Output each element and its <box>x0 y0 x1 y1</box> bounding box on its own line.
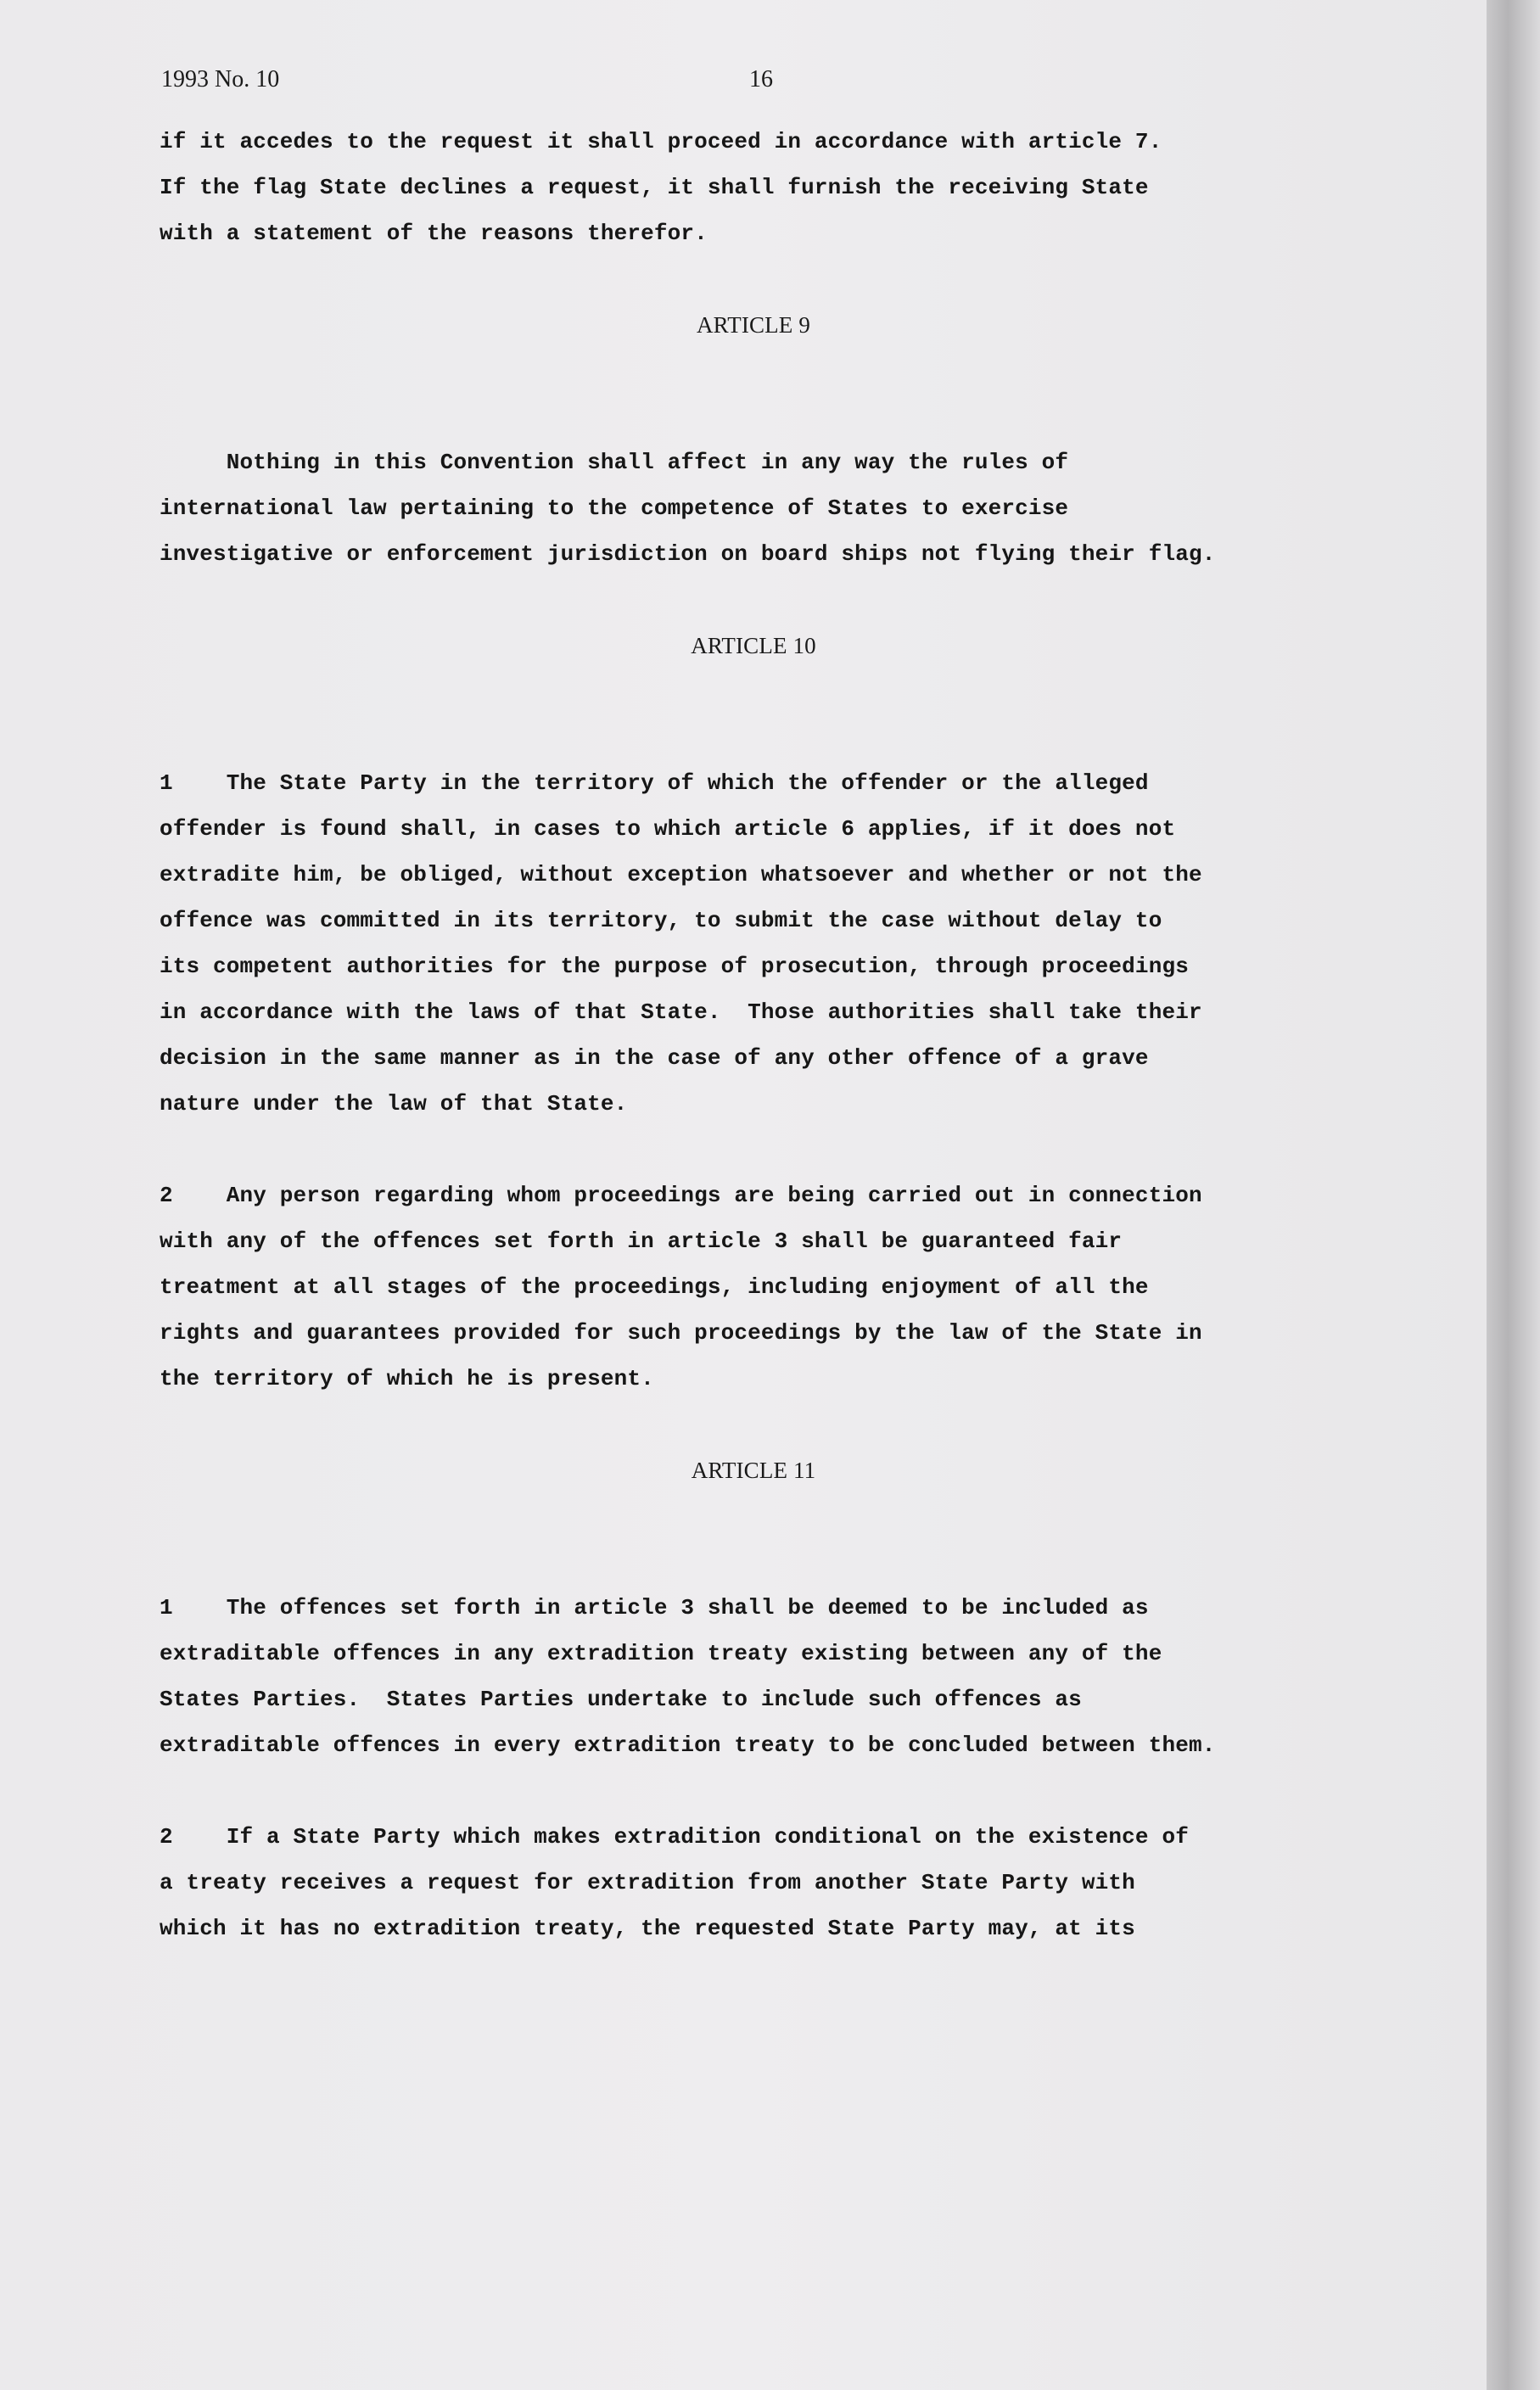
text-line: Nothing in this Convention shall affect in any way the rules of <box>160 450 1069 475</box>
block-spacer <box>160 1539 1347 1585</box>
paragraph <box>160 119 1347 256</box>
text-line: a treaty receives a request for extradition from another State Party with <box>160 1870 1135 1895</box>
text-line: international law pertaining to the competence of States to exercise <box>160 495 1069 521</box>
text-line: with any of the offences set forth in article 3 shall be guaranteed fair <box>160 1229 1123 1254</box>
paragraph <box>160 439 1347 577</box>
text-line: if it accedes to the request it shall proceed in accordance with article 7. <box>160 129 1162 154</box>
text-line: decision in the same manner as in the case of any other offence of a grave <box>160 1045 1149 1071</box>
block-spacer <box>160 1493 1347 1539</box>
text-line: treatment at all stages of the proceedings, including enjoyment of all the <box>160 1274 1149 1300</box>
text-line: offence was committed in its territory, to submit the case without delay to <box>160 908 1162 933</box>
block-spacer <box>160 714 1347 760</box>
block-spacer <box>160 1768 1347 1814</box>
text-line: extraditable offences in every extradition treaty to be concluded between them. <box>160 1732 1216 1758</box>
text-line: If the flag State declines a request, it shall furnish the receiving State <box>160 175 1149 200</box>
block-spacer <box>160 348 1347 394</box>
paragraph <box>160 1173 1347 1402</box>
block-spacer <box>160 669 1347 714</box>
text-line: 1 The State Party in the territory of which the offender or the alleged <box>160 770 1149 796</box>
text-line: with a statement of the reasons therefor. <box>160 221 708 246</box>
block-spacer <box>160 394 1347 439</box>
text-line: 2 Any person regarding whom proceedings are being carried out in connection <box>160 1183 1202 1208</box>
document-body <box>160 119 1347 1951</box>
block-spacer <box>160 256 1347 302</box>
text-line: 2 If a State Party which makes extradition conditional on the existence of <box>160 1824 1189 1850</box>
paragraph <box>160 760 1347 1127</box>
article-heading: ARTICLE 10 <box>691 633 816 658</box>
text-line: States Parties. States Parties undertake to include such offences as <box>160 1687 1082 1712</box>
text-line: offender is found shall, in cases to which article 6 applies, if it does not <box>160 816 1176 842</box>
block-spacer <box>160 1402 1347 1447</box>
block-spacer <box>160 577 1347 623</box>
paragraph <box>160 1814 1347 1951</box>
paragraph <box>160 1585 1347 1768</box>
block-spacer <box>160 1127 1347 1173</box>
text-line: extradite him, be obliged, without exception whatsoever and whether or not the <box>160 862 1202 887</box>
text-line: rights and guarantees provided for such proceedings by the law of the State in <box>160 1320 1202 1346</box>
text-line: its competent authorities for the purpose of prosecution, through proceedings <box>160 954 1189 979</box>
article-heading: ARTICLE 11 <box>691 1458 816 1483</box>
text-line: which it has no extradition treaty, the requested State Party may, at its <box>160 1916 1135 1941</box>
page-number: 16 <box>749 66 773 92</box>
page-binding-edge <box>1487 0 1540 2390</box>
text-line: in accordance with the laws of that State. Those authorities shall take their <box>160 999 1202 1025</box>
text-line: extraditable offences in any extradition treaty existing between any of the <box>160 1641 1162 1666</box>
article-heading: ARTICLE 9 <box>697 312 810 338</box>
document-reference: 1993 No. 10 <box>161 66 280 92</box>
text-line: nature under the law of that State. <box>160 1091 628 1117</box>
text-line: 1 The offences set forth in article 3 shall be deemed to be included as <box>160 1595 1149 1620</box>
text-line: the territory of which he is present. <box>160 1366 654 1391</box>
text-line: investigative or enforcement jurisdiction on board ships not flying their flag. <box>160 541 1216 567</box>
